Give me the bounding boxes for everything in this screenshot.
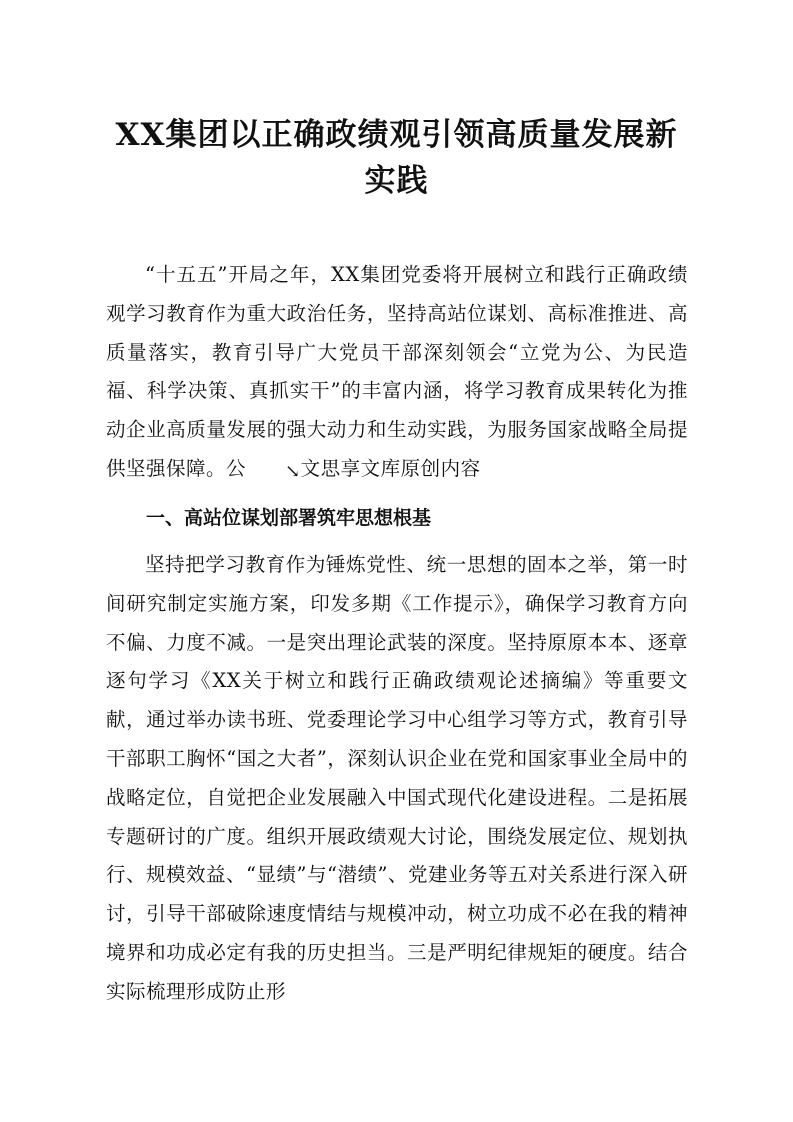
- document-title: XX集团以正确政绩观引领高质量发展新实践: [115, 117, 678, 199]
- section-text-4: 严明纪律规矩的硬度。结合实际梳理形成防止形: [106, 940, 688, 1003]
- lead-marker-2: 二是: [607, 785, 648, 809]
- arrow-down-right-icon: ↘: [285, 460, 301, 482]
- section-paragraph: [106, 546, 688, 1012]
- section-text-1: 坚持把学习教育作为锤炼党性、统一思想的固本之举，第一时间研究制定实施方案，印发多期《工作提示》，确保学习教育方向不偏、力度不减。: [106, 553, 688, 654]
- watermark-text: 文思享文库原创内容: [300, 456, 481, 480]
- section-text-2: 突出理论武装的深度。坚持原原本本、逐章逐句学习《XX关于树立和践行正确政绩观论述摘编》等重要文献，通过举办读书班、党委理论学习中心组学习等方式，教育引导干部职工胸怀“国之大者”，深刻认识企业在党和国家事业全局中的战略定位，自觉把企业发展融入中国式现代化建设进程。: [106, 630, 688, 809]
- lead-marker-1: 一是: [266, 630, 307, 654]
- intro-paragraph: [106, 256, 688, 489]
- section-text-3: 拓展专题研讨的广度。组织开展政绩观大讨论，围绕发展定位、规划执行、规模效益、“显绩”与“潜绩”、党建业务等五对关系进行深入研讨，引导干部破除速度情结与规模冲动，树立功成不必在我的精神境界和功成必定有我的历史担当。: [106, 785, 688, 964]
- section-heading: 一、高站位谋划部署筑牢思想根基: [146, 507, 432, 529]
- lead-marker-3: 三是: [407, 940, 448, 964]
- intro-text: “十五五”开局之年，XX集团党委将开展树立和践行正确政绩观学习教育作为重大政治任务，坚持高站位谋划、高标准推进、高质量落实，教育引导广大党员干部深刻领会“立党为公、为民造福、科学决策、真抓实干”的丰富内涵，将学习教育成果转化为推动企业高质量发展的强大动力和生动实践，为服务国家战略全局提供坚强保障。公: [106, 263, 688, 480]
